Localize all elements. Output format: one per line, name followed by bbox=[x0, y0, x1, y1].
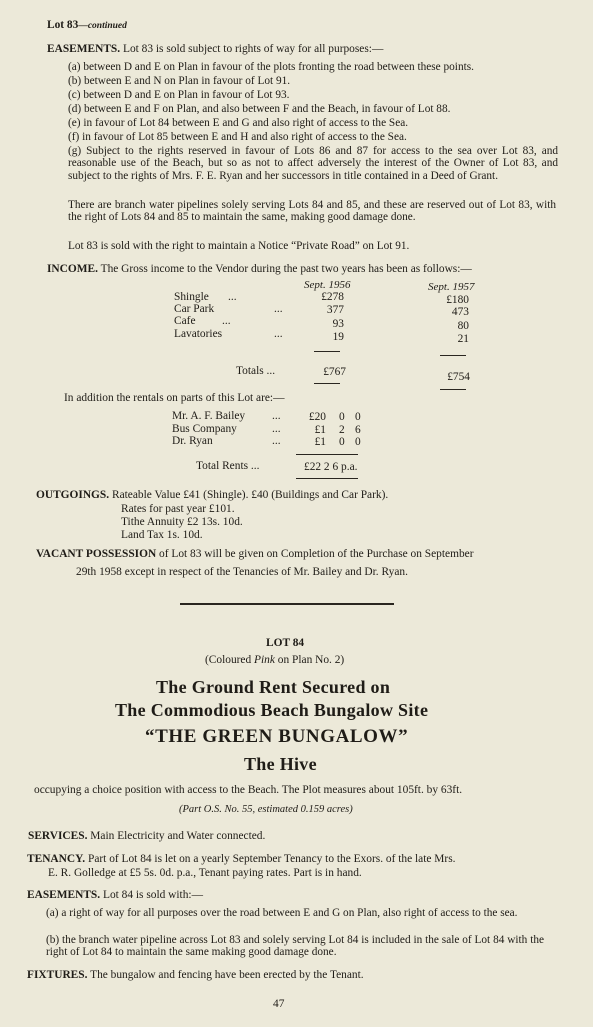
private-road-notice: Lot 83 is sold with the right to maintain a Notice “Private Road” on Lot 91. bbox=[68, 240, 410, 252]
income-row-label: Lavatories bbox=[174, 328, 223, 340]
rental-name: Bus Company bbox=[172, 423, 237, 435]
outgoings-heading: OUTGOINGS. bbox=[36, 489, 110, 501]
lot-84-title-4: The Hive bbox=[244, 754, 317, 774]
page-number: 47 bbox=[273, 998, 285, 1010]
income-col-1957: Sept. 1957 bbox=[428, 281, 475, 293]
income-row-label: Cafe bbox=[174, 315, 196, 327]
easement-83-item-b: (b) between E and N on Plan in favour of Lot 91. bbox=[68, 75, 291, 87]
income-row-label: Shingle bbox=[174, 291, 209, 303]
rental-pounds: £20 bbox=[308, 411, 326, 423]
income-row-1956: 93 bbox=[332, 318, 344, 330]
tithe-annuity: Tithe Annuity £2 13s. 10d. bbox=[121, 516, 243, 528]
services-text: Main Electricity and Water connected. bbox=[90, 830, 266, 842]
coloured-suffix: on Plan No. 2) bbox=[274, 654, 345, 666]
income-intro bbox=[47, 263, 472, 276]
vacant-text-1: of Lot 83 will be given on Completion of the Purchase on September bbox=[159, 548, 474, 560]
rental-name: Dr. Ryan bbox=[172, 435, 213, 447]
lot-84-title-2: The Commodious Beach Bungalow Site bbox=[115, 700, 429, 720]
lot-84-occupying: occupying a choice position with access to the Beach. The Plot measures about 105ft. by 63ft. bbox=[34, 784, 463, 796]
totals-rule-1957 bbox=[440, 355, 466, 356]
rateable-value: Rateable Value £41 (Shingle). £40 (Buildings and Car Park). bbox=[111, 489, 389, 501]
rental-shillings: 2 bbox=[339, 424, 345, 436]
lot-84-fixtures bbox=[27, 969, 364, 982]
section-divider bbox=[180, 603, 394, 605]
totals-rule-1956 bbox=[314, 351, 340, 352]
total-rents-value: £22 2 6 p.a. bbox=[304, 461, 358, 473]
easement-83-item-c: (c) between D and E on Plan in favour of Lot 93. bbox=[68, 89, 290, 101]
services-heading: SERVICES. bbox=[28, 830, 88, 842]
easements-83-heading: EASEMENTS. bbox=[47, 43, 121, 55]
lot-header bbox=[47, 19, 127, 33]
lot-84-tenancy-1 bbox=[27, 853, 456, 866]
easement-83-item-g: (g) Subject to the rights reserved in favour of Lots 86 and 87 for access to the sea over Lot 83, and reasonable use of the Beach, but so as not to affect adversely the interest of the Owner of Lot 83, and subject to the rights of Mrs. F. E. Ryan and her successors in title contained in a Deed of Grant. bbox=[68, 145, 558, 182]
income-row-1956: £278 bbox=[321, 291, 344, 303]
rental-dots: ... bbox=[272, 423, 281, 435]
rental-pence: 0 bbox=[355, 436, 361, 448]
rents-underline bbox=[296, 478, 358, 479]
rental-pence: 6 bbox=[355, 424, 361, 436]
rental-dots: ... bbox=[272, 410, 281, 422]
totals-label: Totals ... bbox=[236, 365, 276, 377]
easement-84-item-b: (b) the branch water pipeline across Lot 83 and solely serving Lot 84 is included in the sale of Lot 84 with the right of Lot 84 to maintain the same making good damage done. bbox=[46, 934, 544, 959]
lot-84-tenancy-2: E. R. Golledge at £5 5s. 0d. p.a., Tenant paying rates. Part is in hand. bbox=[48, 867, 362, 879]
income-row-1956: 377 bbox=[326, 304, 344, 316]
totals-underline-1957 bbox=[440, 389, 466, 390]
income-row-1957: 21 bbox=[457, 333, 469, 345]
totals-underline-1956 bbox=[314, 383, 340, 384]
lot-84-coloured bbox=[205, 654, 344, 667]
income-col-1956: Sept. 1956 bbox=[304, 279, 351, 291]
income-row-1957: 80 bbox=[457, 320, 469, 332]
vacant-line-2: 29th 1958 except in respect of the Tenancies of Mr. Bailey and Dr. Ryan. bbox=[76, 566, 408, 578]
easements-83-intro bbox=[47, 43, 383, 56]
land-tax: Land Tax 1s. 10d. bbox=[121, 529, 203, 541]
income-heading: INCOME. bbox=[47, 263, 98, 275]
income-intro-text: The Gross income to the Vendor during the past two years has been as follows:— bbox=[100, 263, 472, 275]
tenancy-heading: TENANCY. bbox=[27, 853, 86, 865]
outgoings-line-1 bbox=[36, 489, 388, 502]
total-rents-label: Total Rents ... bbox=[196, 460, 260, 472]
rental-shillings: 0 bbox=[339, 411, 345, 423]
easements-84-heading: EASEMENTS. bbox=[27, 889, 101, 901]
income-row-dots: ... bbox=[222, 315, 231, 327]
coloured-pink: Pink bbox=[254, 654, 275, 666]
easement-84-item-a: (a) a right of way for all purposes over the road between E and G on Plan, also right of access to the sea. bbox=[46, 907, 518, 919]
easements-84-intro: Lot 84 is sold with:— bbox=[102, 889, 203, 901]
income-row-dots: ... bbox=[274, 303, 283, 315]
lot-84-part: (Part O.S. No. 55, estimated 0.159 acres) bbox=[179, 804, 353, 815]
rental-dots: ... bbox=[272, 435, 281, 447]
rental-shillings: 0 bbox=[339, 436, 345, 448]
income-row-1956: 19 bbox=[332, 331, 344, 343]
rental-pounds: £1 bbox=[314, 424, 326, 436]
fixtures-heading: FIXTURES. bbox=[27, 969, 88, 981]
rentals-intro: In addition the rentals on parts of this Lot are:— bbox=[64, 392, 285, 404]
total-1957: £754 bbox=[447, 371, 470, 383]
easement-83-item-f: (f) in favour of Lot 85 between E and H and also right of access to the Sea. bbox=[68, 131, 407, 143]
rental-name: Mr. A. F. Bailey bbox=[172, 410, 246, 422]
rental-pounds: £1 bbox=[314, 436, 326, 448]
lot-84-easements bbox=[27, 889, 203, 902]
vacant-heading: VACANT POSSESSION bbox=[36, 548, 157, 560]
easement-83-item-e: (e) in favour of Lot 84 between E and G and also right of access to the Sea. bbox=[68, 117, 409, 129]
lot-84-services bbox=[28, 830, 265, 843]
easements-83-intro-text: Lot 83 is sold subject to rights of way for all purposes:— bbox=[122, 43, 384, 55]
income-row-dots: ... bbox=[274, 328, 283, 340]
income-row-dots: ... bbox=[228, 291, 237, 303]
lot-84-title-1: The Ground Rent Secured on bbox=[156, 677, 391, 697]
easement-83-item-d: (d) between E and F on Plan, and also between F and the Beach, in favour of Lot 88. bbox=[68, 103, 451, 115]
rental-pence: 0 bbox=[355, 411, 361, 423]
pipelines-paragraph: There are branch water pipelines solely serving Lots 84 and 85, and these are reserved out of Lot 83, with the right of Lots 84 and 85 to maintain the same, making good damage done. bbox=[68, 199, 556, 224]
fixtures-text: The bungalow and fencing have been erected by the Tenant. bbox=[90, 969, 364, 981]
total-1956: £767 bbox=[323, 366, 346, 378]
coloured-prefix: (Coloured bbox=[205, 654, 255, 666]
lot-header-number: Lot 83 bbox=[47, 19, 79, 31]
easement-83-item-a: (a) between D and E on Plan in favour of the plots fronting the road between these points. bbox=[68, 61, 474, 73]
income-row-label: Car Park bbox=[174, 303, 215, 315]
rents-rule bbox=[296, 454, 358, 455]
rates-past-year: Rates for past year £101. bbox=[121, 503, 235, 515]
lot-84-title-3: “THE GREEN BUNGALOW” bbox=[145, 726, 409, 747]
vacant-line-1 bbox=[36, 548, 474, 561]
lot-84-number: LOT 84 bbox=[266, 637, 305, 649]
lot-header-continued: —continued bbox=[78, 21, 127, 31]
tenancy-text-1: Part of Lot 84 is let on a yearly September Tenancy to the Exors. of the late Mrs. bbox=[88, 853, 456, 865]
income-row-1957: 473 bbox=[451, 306, 469, 318]
income-row-1957: £180 bbox=[446, 294, 469, 306]
